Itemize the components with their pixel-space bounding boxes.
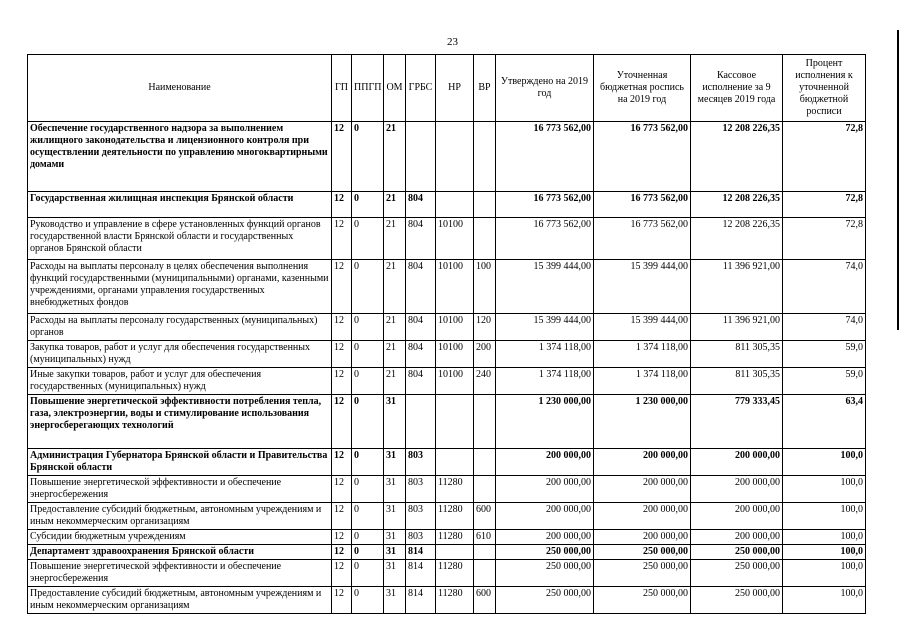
- cell-gp: 12: [332, 530, 352, 545]
- cell-vr: 240: [474, 368, 496, 395]
- cell-vr: 600: [474, 503, 496, 530]
- cell-grbs: 803: [406, 449, 436, 476]
- header-refined: Уточненная бюджетная роспись на 2019 год: [594, 55, 691, 122]
- header-ppgp: ППГП: [352, 55, 384, 122]
- cell-approved: 1 230 000,00: [496, 395, 594, 449]
- cell-refined: 200 000,00: [594, 449, 691, 476]
- cell-np: 10100: [436, 341, 474, 368]
- budget-execution-table: [27, 54, 866, 614]
- cell-np: 11280: [436, 560, 474, 587]
- cell-grbs: 804: [406, 260, 436, 314]
- cell-refined: 16 773 562,00: [594, 192, 691, 218]
- cell-refined: 1 230 000,00: [594, 395, 691, 449]
- cell-percent: 100,0: [783, 449, 866, 476]
- cell-approved: 200 000,00: [496, 530, 594, 545]
- cell-om: 31: [384, 545, 406, 560]
- cell-cash: 250 000,00: [691, 587, 783, 614]
- cell-gp: 12: [332, 368, 352, 395]
- cell-percent: 63,4: [783, 395, 866, 449]
- cell-cash: 200 000,00: [691, 503, 783, 530]
- cell-name: Расходы на выплаты персоналу в целях обеспечения выполнения функций государственными (муниципальными) органами, казенными учреждениями, органами управления государственных внебюджетных фондов: [28, 260, 332, 314]
- cell-cash: 11 396 921,00: [691, 260, 783, 314]
- cell-grbs: 814: [406, 587, 436, 614]
- cell-om: 21: [384, 368, 406, 395]
- table-row: [28, 314, 866, 341]
- table-row: [28, 449, 866, 476]
- table-row: [28, 530, 866, 545]
- cell-gp: 12: [332, 476, 352, 503]
- cell-np: [436, 122, 474, 192]
- cell-gp: 12: [332, 449, 352, 476]
- cell-om: 21: [384, 122, 406, 192]
- cell-grbs: 804: [406, 314, 436, 341]
- header-om: ОМ: [384, 55, 406, 122]
- cell-vr: 120: [474, 314, 496, 341]
- cell-refined: 15 399 444,00: [594, 260, 691, 314]
- cell-name: Предоставление субсидий бюджетным, автономным учреждениям и иным некоммерческим организациям: [28, 503, 332, 530]
- cell-ppgp: 0: [352, 122, 384, 192]
- cell-om: 31: [384, 476, 406, 503]
- cell-approved: 250 000,00: [496, 560, 594, 587]
- cell-np: 11280: [436, 530, 474, 545]
- cell-approved: 200 000,00: [496, 449, 594, 476]
- cell-np: [436, 449, 474, 476]
- table-row: [28, 395, 866, 449]
- cell-cash: 12 208 226,35: [691, 218, 783, 260]
- header-cash: Кассовое исполнение за 9 месяцев 2019 года: [691, 55, 783, 122]
- cell-vr: [474, 560, 496, 587]
- cell-approved: 16 773 562,00: [496, 218, 594, 260]
- cell-gp: 12: [332, 314, 352, 341]
- cell-ppgp: 0: [352, 545, 384, 560]
- cell-refined: 250 000,00: [594, 560, 691, 587]
- cell-refined: 200 000,00: [594, 503, 691, 530]
- cell-vr: [474, 476, 496, 503]
- cell-vr: [474, 122, 496, 192]
- table-row: [28, 341, 866, 368]
- cell-refined: 250 000,00: [594, 545, 691, 560]
- cell-om: 31: [384, 530, 406, 545]
- cell-percent: 100,0: [783, 476, 866, 503]
- cell-name: Администрация Губернатора Брянской области и Правительства Брянской области: [28, 449, 332, 476]
- page-number: 23: [447, 36, 458, 48]
- cell-om: 21: [384, 314, 406, 341]
- cell-percent: 100,0: [783, 503, 866, 530]
- cell-cash: 250 000,00: [691, 545, 783, 560]
- cell-percent: 72,8: [783, 218, 866, 260]
- cell-np: [436, 395, 474, 449]
- cell-gp: 12: [332, 260, 352, 314]
- cell-refined: 200 000,00: [594, 530, 691, 545]
- table-row: [28, 122, 866, 192]
- cell-grbs: 804: [406, 368, 436, 395]
- header-percent: Процент исполнения к уточненной бюджетной росписи: [783, 55, 866, 122]
- cell-refined: 16 773 562,00: [594, 218, 691, 260]
- cell-grbs: 814: [406, 545, 436, 560]
- cell-gp: 12: [332, 341, 352, 368]
- cell-approved: 1 374 118,00: [496, 341, 594, 368]
- cell-name: Повышение энергетической эффективности и обеспечение энергосбережения: [28, 476, 332, 503]
- cell-vr: [474, 218, 496, 260]
- cell-name: Иные закупки товаров, работ и услуг для обеспечения государственных (муниципальных) нужд: [28, 368, 332, 395]
- cell-approved: 15 399 444,00: [496, 260, 594, 314]
- cell-gp: 12: [332, 192, 352, 218]
- cell-percent: 100,0: [783, 587, 866, 614]
- cell-np: 11280: [436, 503, 474, 530]
- cell-vr: 610: [474, 530, 496, 545]
- cell-percent: 59,0: [783, 368, 866, 395]
- cell-om: 21: [384, 218, 406, 260]
- cell-approved: 250 000,00: [496, 545, 594, 560]
- cell-name: Государственная жилищная инспекция Брянской области: [28, 192, 332, 218]
- cell-approved: 16 773 562,00: [496, 122, 594, 192]
- cell-vr: [474, 545, 496, 560]
- cell-grbs: 803: [406, 530, 436, 545]
- table-header-row: [28, 55, 866, 122]
- cell-np: 10100: [436, 314, 474, 341]
- header-approved: Утверждено на 2019 год: [496, 55, 594, 122]
- cell-approved: 200 000,00: [496, 476, 594, 503]
- cell-ppgp: 0: [352, 368, 384, 395]
- header-gp: ГП: [332, 55, 352, 122]
- cell-ppgp: 0: [352, 503, 384, 530]
- cell-np: 10100: [436, 260, 474, 314]
- cell-ppgp: 0: [352, 449, 384, 476]
- table-row: [28, 218, 866, 260]
- cell-grbs: 804: [406, 218, 436, 260]
- cell-percent: 59,0: [783, 341, 866, 368]
- cell-cash: 779 333,45: [691, 395, 783, 449]
- cell-np: 10100: [436, 218, 474, 260]
- cell-percent: 72,8: [783, 192, 866, 218]
- cell-approved: 16 773 562,00: [496, 192, 594, 218]
- cell-ppgp: 0: [352, 341, 384, 368]
- cell-ppgp: 0: [352, 395, 384, 449]
- cell-cash: 811 305,35: [691, 341, 783, 368]
- cell-om: 21: [384, 192, 406, 218]
- cell-percent: 100,0: [783, 530, 866, 545]
- cell-vr: 600: [474, 587, 496, 614]
- cell-approved: 200 000,00: [496, 503, 594, 530]
- cell-vr: [474, 192, 496, 218]
- cell-name: Субсидии бюджетным учреждениям: [28, 530, 332, 545]
- cell-grbs: 804: [406, 341, 436, 368]
- cell-refined: 250 000,00: [594, 587, 691, 614]
- cell-om: 31: [384, 587, 406, 614]
- cell-ppgp: 0: [352, 192, 384, 218]
- cell-name: Повышение энергетической эффективности и обеспечение энергосбережения: [28, 560, 332, 587]
- cell-approved: 15 399 444,00: [496, 314, 594, 341]
- cell-approved: 1 374 118,00: [496, 368, 594, 395]
- cell-grbs: 804: [406, 192, 436, 218]
- cell-name: Департамент здравоохранения Брянской области: [28, 545, 332, 560]
- table-row: [28, 368, 866, 395]
- cell-om: 21: [384, 341, 406, 368]
- cell-name: Предоставление субсидий бюджетным, автономным учреждениям и иным некоммерческим организациям: [28, 587, 332, 614]
- header-grbs: ГРБС: [406, 55, 436, 122]
- cell-cash: 811 305,35: [691, 368, 783, 395]
- cell-gp: 12: [332, 218, 352, 260]
- cell-np: [436, 545, 474, 560]
- cell-cash: 200 000,00: [691, 530, 783, 545]
- cell-ppgp: 0: [352, 530, 384, 545]
- cell-np: 11280: [436, 587, 474, 614]
- cell-percent: 100,0: [783, 560, 866, 587]
- cell-gp: 12: [332, 545, 352, 560]
- cell-gp: 12: [332, 503, 352, 530]
- cell-ppgp: 0: [352, 476, 384, 503]
- cell-grbs: 803: [406, 503, 436, 530]
- cell-cash: 200 000,00: [691, 476, 783, 503]
- header-vr: ВР: [474, 55, 496, 122]
- cell-om: 31: [384, 449, 406, 476]
- cell-ppgp: 0: [352, 560, 384, 587]
- table-row: [28, 545, 866, 560]
- cell-gp: 12: [332, 560, 352, 587]
- cell-om: 31: [384, 503, 406, 530]
- cell-refined: 1 374 118,00: [594, 341, 691, 368]
- cell-om: 31: [384, 395, 406, 449]
- cell-vr: [474, 395, 496, 449]
- cell-approved: 250 000,00: [496, 587, 594, 614]
- cell-ppgp: 0: [352, 587, 384, 614]
- cell-name: Обеспечение государственного надзора за выполнением жилищного законодательства и лицензионного контроля при осуществлении деятельности по управлению многоквартирными домами: [28, 122, 332, 192]
- cell-cash: 250 000,00: [691, 560, 783, 587]
- cell-refined: 15 399 444,00: [594, 314, 691, 341]
- cell-name: Закупка товаров, работ и услуг для обеспечения государственных (муниципальных) нужд: [28, 341, 332, 368]
- table-row: [28, 587, 866, 614]
- cell-np: 11280: [436, 476, 474, 503]
- cell-percent: 74,0: [783, 260, 866, 314]
- cell-om: 31: [384, 560, 406, 587]
- cell-gp: 12: [332, 587, 352, 614]
- cell-ppgp: 0: [352, 218, 384, 260]
- cell-cash: 200 000,00: [691, 449, 783, 476]
- cell-grbs: 803: [406, 476, 436, 503]
- cell-refined: 1 374 118,00: [594, 368, 691, 395]
- cell-om: 21: [384, 260, 406, 314]
- cell-percent: 74,0: [783, 314, 866, 341]
- table-row: [28, 476, 866, 503]
- cell-gp: 12: [332, 395, 352, 449]
- table-row: [28, 560, 866, 587]
- cell-grbs: 814: [406, 560, 436, 587]
- cell-vr: 200: [474, 341, 496, 368]
- cell-percent: 72,8: [783, 122, 866, 192]
- cell-cash: 11 396 921,00: [691, 314, 783, 341]
- cell-refined: 200 000,00: [594, 476, 691, 503]
- cell-refined: 16 773 562,00: [594, 122, 691, 192]
- cell-cash: 12 208 226,35: [691, 122, 783, 192]
- cell-vr: [474, 449, 496, 476]
- cell-name: Расходы на выплаты персоналу государственных (муниципальных) органов: [28, 314, 332, 341]
- header-np: НР: [436, 55, 474, 122]
- cell-name: Руководство и управление в сфере установленных функций органов государственной власти Брянской области и государственных органов Брянской области: [28, 218, 332, 260]
- table-row: [28, 260, 866, 314]
- cell-np: 10100: [436, 368, 474, 395]
- header-name: Наименование: [28, 55, 332, 122]
- cell-np: [436, 192, 474, 218]
- cell-gp: 12: [332, 122, 352, 192]
- cell-grbs: [406, 122, 436, 192]
- table-row: [28, 503, 866, 530]
- cell-grbs: [406, 395, 436, 449]
- cell-percent: 100,0: [783, 545, 866, 560]
- cell-cash: 12 208 226,35: [691, 192, 783, 218]
- cell-vr: 100: [474, 260, 496, 314]
- cell-ppgp: 0: [352, 260, 384, 314]
- page-edge-line: [897, 30, 899, 330]
- cell-ppgp: 0: [352, 314, 384, 341]
- table-row: [28, 192, 866, 218]
- cell-name: Повышение энергетической эффективности потребления тепла, газа, электроэнергии, воды и стимулирование использования энергосберегающих технологий: [28, 395, 332, 449]
